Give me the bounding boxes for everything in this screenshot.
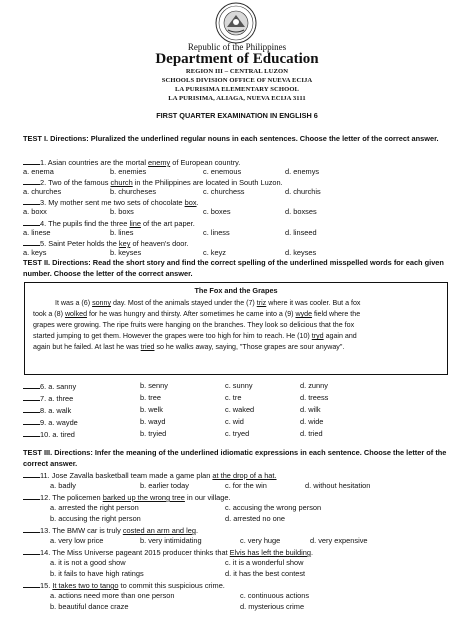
- choice[interactable]: c. liness: [203, 228, 230, 237]
- story-line: took a (8) wolked for he was hungry and thirsty. After sometimes he came into a (9) wyde field where the: [33, 310, 361, 318]
- test1-directions: TEST I. Directions: Pluralized the underlined regular nouns in each sentences. Choose the letter of the correct answer.: [23, 134, 439, 143]
- choice[interactable]: d. arrested no one: [225, 514, 285, 523]
- question-9: 9. a. wayde: [23, 417, 78, 428]
- choice[interactable]: b. senny: [140, 381, 168, 390]
- choice[interactable]: c. tryed: [225, 429, 250, 438]
- question-6: 6. a. sanny: [23, 381, 76, 392]
- question-15: 15. It takes two to tango to commit this suspicious crime.: [23, 580, 225, 591]
- choice[interactable]: c. tre: [225, 393, 242, 402]
- story-box: [24, 282, 448, 375]
- division-text: SCHOOLS DIVISION OFFICE OF NUEVA ECIJA: [161, 77, 313, 84]
- choice[interactable]: b. enemies: [110, 167, 147, 176]
- answer-blank[interactable]: [23, 393, 40, 401]
- story-line: It was a (6) sonny day. Most of the animals stayed under the (7) triz where it was cooler. But a fox: [55, 299, 361, 307]
- choice[interactable]: a. it is not a good show: [50, 558, 126, 567]
- question-5: 5. Saint Peter holds the key of heaven's door.: [23, 238, 189, 249]
- question-7: 7. a. three: [23, 393, 73, 404]
- choice[interactable]: b. earlier today: [140, 481, 189, 490]
- choice[interactable]: c. boxes: [203, 207, 231, 216]
- choice[interactable]: c. keyz: [203, 248, 226, 257]
- answer-blank[interactable]: [23, 417, 40, 425]
- choice[interactable]: b. beautiful dance craze: [50, 602, 129, 611]
- choice[interactable]: d. zunny: [300, 381, 328, 390]
- choice[interactable]: d. wilk: [300, 405, 321, 414]
- story-title: The Fox and the Grapes: [194, 286, 278, 295]
- choice[interactable]: d. enemys: [285, 167, 320, 176]
- question-3: 3. My mother sent me two sets of chocolate box.: [23, 197, 199, 208]
- choice[interactable]: c. waked: [225, 405, 255, 414]
- question-1: 1. Asian countries are the mortal enemy of European country.: [23, 157, 240, 168]
- question-2: 2. Two of the famous church in the Philippines are located in South Luzon.: [23, 177, 283, 188]
- question-11: 11. Jose Zavalla basketball team made a game plan at the drop of a hat.: [23, 470, 277, 481]
- question-14: 14. The Miss Universe pageant 2015 producer thinks that Elvis has left the building.: [23, 547, 313, 558]
- answer-blank[interactable]: [23, 429, 40, 437]
- choice[interactable]: a. arrested the right person: [50, 503, 139, 512]
- department-title: Department of Education: [155, 51, 319, 67]
- choice[interactable]: d. wide: [300, 417, 324, 426]
- answer-blank[interactable]: [23, 405, 40, 413]
- choice[interactable]: d. keyses: [285, 248, 317, 257]
- choice[interactable]: c. churchess: [203, 187, 245, 196]
- choice[interactable]: b. very intimidating: [140, 536, 202, 545]
- choice[interactable]: d. boxses: [285, 207, 317, 216]
- school-name: LA PURISIMA ELEMENTARY SCHOOL: [174, 86, 300, 93]
- choice[interactable]: c. accusing the wrong person: [225, 503, 322, 512]
- story-line: grapes were growing. The ripe fruits were hanging on the branches. They look so delicious that the fox: [33, 321, 355, 329]
- choice[interactable]: c. sunny: [225, 381, 253, 390]
- answer-blank[interactable]: [23, 197, 40, 205]
- choice[interactable]: d. without hesitation: [305, 481, 371, 490]
- choice[interactable]: b. churcheses: [110, 187, 157, 196]
- answer-blank[interactable]: [23, 547, 40, 555]
- choice[interactable]: a. linese: [23, 228, 51, 237]
- school-address: LA PURISIMA, ALIAGA, NUEVA ECIJA 3111: [168, 95, 306, 102]
- choice[interactable]: d. churchis: [285, 187, 321, 196]
- choice[interactable]: c. very huge: [240, 536, 281, 545]
- choice[interactable]: b. keyses: [110, 248, 142, 257]
- choice[interactable]: c. wid: [225, 417, 244, 426]
- choice[interactable]: a. very low price: [50, 536, 104, 545]
- answer-blank[interactable]: [23, 218, 40, 226]
- question-13: 13. The BMW car is truly costed an arm and leg.: [23, 525, 198, 536]
- choice[interactable]: a. keys: [23, 248, 47, 257]
- test3-directions: TEST III. Directions: Infer the meaning of the underlined idiomatic expressions in each sentence. Choose the letter of the correct answer.: [23, 448, 447, 468]
- choice[interactable]: c. it is a wonderful show: [225, 558, 304, 567]
- choice[interactable]: d. very expensive: [310, 536, 368, 545]
- question-8: 8. a. walk: [23, 405, 71, 416]
- choice[interactable]: a. badly: [50, 481, 76, 490]
- answer-blank[interactable]: [23, 580, 40, 588]
- choice[interactable]: b. wayd: [140, 417, 166, 426]
- choice[interactable]: b. it fails to have high ratings: [50, 569, 144, 578]
- choice[interactable]: d. it has the best contest: [225, 569, 306, 578]
- choice[interactable]: b. lines: [110, 228, 134, 237]
- story-line: again but he failed. At last he was tried so he walks away, saying, "Those grapes are sour anyway".: [33, 343, 345, 351]
- answer-blank[interactable]: [23, 177, 40, 185]
- choice[interactable]: c. continuous actions: [240, 591, 310, 600]
- story-line: started jumping to get them. However the grapes were too high for him to reach. He (10) tryd again and: [33, 332, 357, 340]
- deped-seal-icon: [215, 2, 257, 44]
- choice[interactable]: d. tried: [300, 429, 323, 438]
- answer-blank[interactable]: [23, 238, 40, 246]
- choice[interactable]: a. actions need more than one person: [50, 591, 175, 600]
- choice[interactable]: b. welk: [140, 405, 164, 414]
- choice[interactable]: b. accusing the right person: [50, 514, 141, 523]
- question-12: 12. The policemen barked up the wrong tree in our village.: [23, 492, 231, 503]
- choice[interactable]: d. treess: [300, 393, 329, 402]
- answer-blank[interactable]: [23, 470, 40, 478]
- choice[interactable]: b. boxs: [110, 207, 134, 216]
- answer-blank[interactable]: [23, 492, 40, 500]
- exam-title: FIRST QUARTER EXAMINATION IN ENGLISH 6: [156, 111, 318, 120]
- choice[interactable]: a. enema: [23, 167, 54, 176]
- choice[interactable]: a. churches: [23, 187, 62, 196]
- answer-blank[interactable]: [23, 157, 40, 165]
- answer-blank[interactable]: [23, 525, 40, 533]
- answer-blank[interactable]: [23, 381, 40, 389]
- choice[interactable]: a. boxx: [23, 207, 47, 216]
- republic-text: Republic of the Philippines: [187, 42, 287, 52]
- question-4: 4. The pupils find the three line of the art paper.: [23, 218, 195, 229]
- choice[interactable]: c. for the win: [225, 481, 267, 490]
- region-text: REGION III – CENTRAL LUZON: [185, 68, 289, 75]
- choice[interactable]: d. mysterious crime: [240, 602, 305, 611]
- question-10: 10. a. tired: [23, 429, 75, 440]
- choice[interactable]: c. enemous: [203, 167, 242, 176]
- test2-directions: TEST II. Directions: Read the short story and find the correct spelling of the underlined misspelled words for each given number. Choose the letter of the correct answer.: [23, 258, 444, 278]
- choice[interactable]: b. tryied: [140, 429, 167, 438]
- choice[interactable]: b. tree: [140, 393, 161, 402]
- choice[interactable]: d. linseed: [285, 228, 317, 237]
